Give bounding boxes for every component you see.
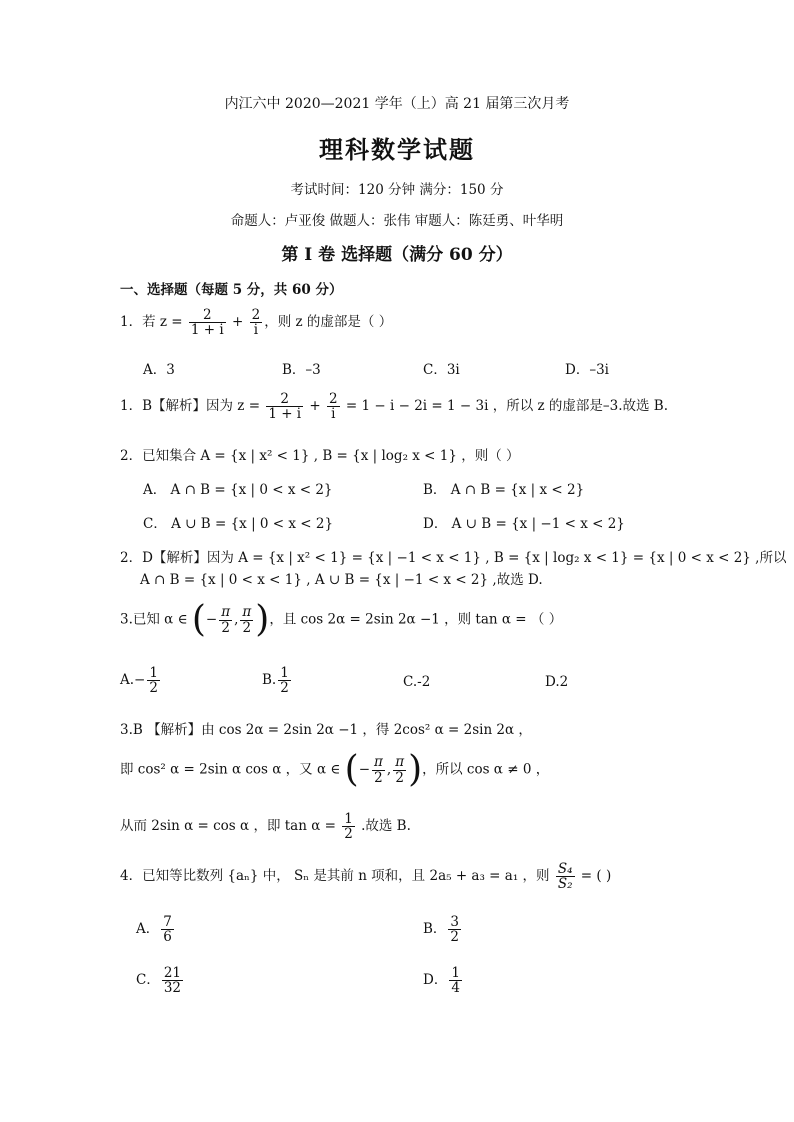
a1-fraction-1: $\frac{2}{1 + i}$ [268, 391, 302, 423]
school-line: 内江六中 2020—2021 学年（上）高 21 届第三次月考 [224, 96, 570, 112]
q2-option-b: B． A ∩ B = {x | x < 2} [423, 482, 585, 498]
question-3: 3.已知 α ∈ (− $\frac{\pi}{2}$ , $\frac{\pi}{2}$ )，且 cos 2α = 2sin 2α −1 ，则 tan α = （ ） [120, 599, 563, 640]
q3-fraction-2: $\frac{\pi}{2}$ [242, 604, 252, 636]
exam-time-info: 考试时间：120 分钟 满分：150 分 [290, 182, 504, 198]
question-4: 4．已知等比数列 {aₙ} 中， Sₙ 是其前 n 项和，且 2a₅ + a₃ = a₁ ，则 $\frac{\text{S₄}}{\text{S₂}}$ = ( ) [120, 861, 612, 893]
answer-2-line-1: 2．D【解析】因为 A = {x | x² < 1} = {x | −1 < x < 1} , B = {x | log₂ x < 1} = {x | 0 < x < 2} ,所以 [120, 550, 787, 566]
a1-fraction-2: $\frac{2}{i}$ [329, 391, 338, 423]
q1-fraction-1: $\frac{2}{1 + i}$ [190, 307, 224, 339]
part-title: 第 I 卷 选择题（满分 60 分） [281, 245, 513, 265]
q1-option-a: A．3 [143, 362, 175, 378]
section-title: 一、选择题（每题 5 分，共 60 分） [120, 282, 343, 298]
q2-option-d: D． A ∪ B = {x | −1 < x < 2} [423, 516, 625, 532]
answer-1: 1．B【解析】因为 z = $\frac{2}{1 + i}$ + $\frac{2}{i}$ = 1 − i − 2i = 1 − 3i ，所以 z 的虚部是–3.故选 B. [120, 391, 669, 423]
q3-option-c: C.-2 [403, 674, 431, 690]
answer-3-line-1: 3.B 【解析】由 cos 2α = 2sin 2α −1 ，得 2cos² α = 2sin 2α ， [120, 722, 532, 738]
answer-3-line-2: 即 cos² α = 2sin α cos α ，又 α ∈ (− $\frac{\pi}{2}$ , $\frac{\pi}{2}$ )，所以 cos α ≠ 0 ， [120, 749, 550, 790]
answer-3-line-3: 从而 2sin α = cos α ，即 tan α = $\frac{1}{2}$ .故选 B. [120, 811, 411, 843]
q4-option-d: D． $\frac{1}{4}$ [423, 965, 460, 997]
q2-option-a: A． A ∩ B = {x | 0 < x < 2} [143, 482, 333, 498]
q3-fraction-1: $\frac{\pi}{2}$ [221, 604, 231, 636]
q3-option-b: B. $\frac{1}{2}$ [262, 665, 289, 697]
q1-suffix: ，则 z 的虚部是（ ） [264, 314, 393, 331]
question-1: 1．若 z = $\frac{2}{1 + i}$ + $\frac{2}{i}$ ，则 z 的虚部是（ ） [120, 307, 393, 339]
q1-option-b: B．–3 [282, 362, 321, 378]
page-title: 理科数学试题 [319, 135, 475, 164]
authors-info: 命题人：卢亚俊 做题人：张伟 审题人：陈廷勇、叶华明 [230, 213, 564, 229]
q1-fraction-2: $\frac{2}{i}$ [251, 307, 261, 339]
q3-option-d: D.2 [545, 674, 569, 690]
q1-prefix: 1．若 z = [120, 314, 187, 331]
q4-fraction: $\frac{\text{S₄}}{\text{S₂}}$ [557, 861, 573, 893]
q4-option-a: A． $\frac{7}{6}$ [136, 914, 172, 946]
question-2: 2．已知集合 A = {x | x² < 1} , B = {x | log₂ x < 1} ，则（ ） [120, 448, 520, 464]
q4-option-c: C． $\frac{21}{32}$ [136, 965, 182, 997]
q2-option-c: C． A ∪ B = {x | 0 < x < 2} [143, 516, 334, 532]
answer-2-line-2: A ∩ B = {x | 0 < x < 1} , A ∪ B = {x | −1 < x < 2} ,故选 D. [140, 572, 543, 588]
q4-option-b: B． $\frac{3}{2}$ [423, 914, 460, 946]
q1-option-c: C．3i [423, 362, 460, 378]
q1-option-d: D．–3i [565, 362, 609, 378]
q3-option-a: A.− $\frac{1}{2}$ [120, 665, 158, 697]
